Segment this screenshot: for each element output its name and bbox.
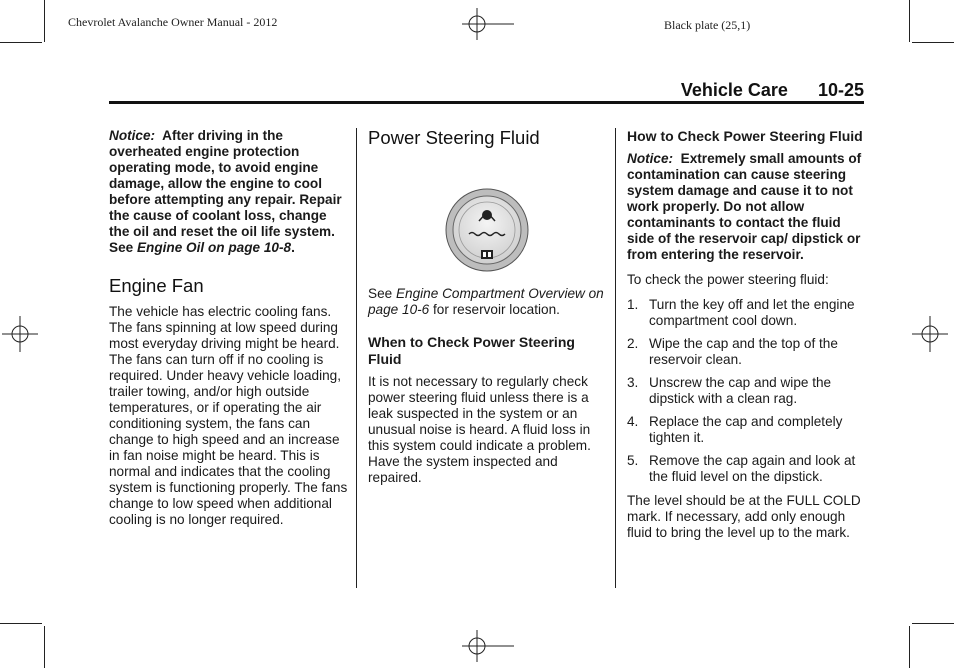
cross-reference-link[interactable]: Engine Oil on page 10-8 [136, 240, 292, 255]
power-steering-fluid-cap-icon [445, 188, 529, 272]
step-text: Wipe the cap and the top of the reservoir clean. [649, 336, 838, 367]
crop-mark [44, 626, 45, 668]
see-suffix: for reservoir location. [433, 302, 560, 317]
crop-mark [912, 42, 954, 43]
engine-fan-heading: Engine Fan [109, 275, 204, 296]
registration-mark-icon [2, 316, 38, 352]
crop-mark [0, 623, 42, 624]
list-item [627, 297, 867, 329]
crop-mark [909, 0, 910, 42]
page-number: 10-25 [817, 80, 864, 100]
header-rule [109, 101, 864, 104]
step-number: 4. [627, 414, 639, 429]
crop-mark [44, 0, 45, 42]
step-text: Unscrew the cap and wipe the dipstick with a clean rag. [649, 375, 832, 406]
step-number: 5. [627, 453, 639, 468]
notice-end: . [291, 240, 295, 255]
column-left [109, 128, 349, 537]
list-item [627, 414, 867, 446]
registration-mark-icon [462, 8, 514, 40]
notice-paragraph [109, 128, 349, 256]
step-text: Turn the key off and let the engine compartment cool down. [649, 297, 855, 328]
when-to-check-heading: When to Check Power Steering Fluid [368, 334, 575, 367]
cross-reference-link[interactable]: Engine Compartment Overview on page 10-6 [368, 286, 604, 317]
column-divider [356, 128, 357, 588]
fluid-level-text: The level should be at the FULL COLD mark. If necessary, add only enough fluid to bring the level up to the mark. [627, 493, 861, 540]
notice-label: Notice: [627, 151, 674, 166]
document-title: Chevrolet Avalanche Owner Manual - 2012 [68, 15, 278, 29]
engine-fan-text: The vehicle has electric cooling fans. The fans spinning at low speed during most everyday driving might be heard. The fans can turn off if no cooling is required. Under heavy vehicle loading, trailer towing, and/or high outside temperatures, or if operating the air conditioning system, the fans can change to high speed and an increase in fan noise might be heard. This is normal and indicates that the cooling system is functioning properly. The fans change to low speed when additional cooling is no longer required. [109, 304, 348, 527]
list-item [627, 453, 867, 485]
notice-paragraph [627, 151, 867, 263]
section-header [681, 80, 864, 101]
when-to-check-text: It is not necessary to regularly check power steering fluid unless there is a leak suspected in the system or an unusual noise is heard. A fluid loss in this system could indicate a problem. Have the system inspected and repaired. [368, 374, 591, 485]
notice-label: Notice: [109, 128, 156, 143]
reservoir-location-text [368, 286, 606, 318]
crop-mark [0, 42, 42, 43]
check-intro-text: To check the power steering fluid: [627, 272, 829, 287]
section-title: Vehicle Care [680, 80, 788, 100]
column-divider [615, 128, 616, 588]
registration-mark-icon [462, 630, 514, 662]
see-prefix: See [368, 286, 393, 301]
step-number: 2. [627, 336, 639, 351]
plate-label: Black plate (25,1) [664, 18, 751, 32]
column-middle [368, 128, 606, 495]
power-steering-heading: Power Steering Fluid [368, 127, 540, 148]
step-number: 3. [627, 375, 639, 390]
step-text: Replace the cap and completely tighten it. [649, 414, 843, 445]
list-item [627, 375, 867, 407]
crop-mark [909, 626, 910, 668]
column-right [627, 128, 867, 550]
notice-text: After driving in the overheated engine protection operating mode, to avoid engine damage, allow the engine to cool before attempting any repair. Repair the cause of coolant loss, change the oil and reset the oil life system. See [109, 128, 342, 255]
registration-mark-icon [912, 316, 948, 352]
notice-text: Extremely small amounts of contamination can cause steering system damage and cause it to not work properly. Do not allow contaminants to contact the fluid side of the reservoir cap/ dipstick or from entering the reservoir. [627, 151, 862, 262]
step-number: 1. [627, 297, 639, 312]
list-item [627, 336, 867, 368]
crop-mark [912, 623, 954, 624]
step-text: Remove the cap again and look at the fluid level on the dipstick. [649, 453, 856, 484]
how-to-check-heading: How to Check Power Steering Fluid [627, 128, 863, 144]
check-steps-list [627, 297, 867, 485]
